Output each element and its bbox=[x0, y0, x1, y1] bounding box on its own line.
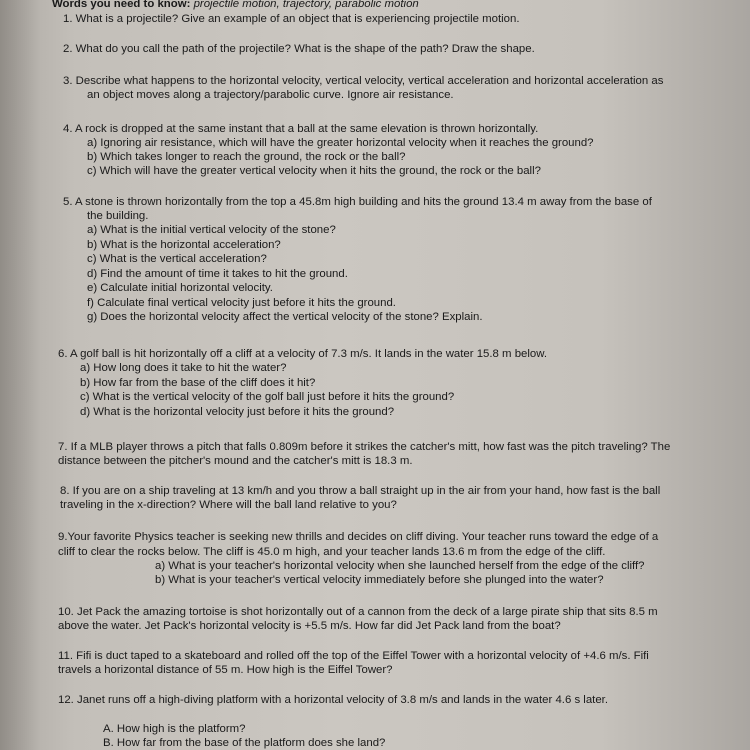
question-line: 1. What is a projectile? Give an example of an object that is experiencing projectile motion. bbox=[63, 13, 520, 25]
question-line: b) What is your teacher's vertical velocity immediately before she plunged into the water? bbox=[155, 574, 604, 586]
question-line: d) Find the amount of time it takes to hit the ground. bbox=[87, 268, 348, 280]
question-line: e) Calculate initial horizontal velocity. bbox=[87, 282, 273, 294]
question-line: 5. A stone is thrown horizontally from the top a 45.8m high building and hits the ground 13.4 m away from the base of bbox=[63, 196, 652, 208]
question-line: a) What is your teacher's horizontal velocity when she launched herself from the edge of the cliff? bbox=[155, 560, 645, 572]
question-line: distance between the pitcher's mound and the catcher's mitt is 18.3 m. bbox=[58, 455, 413, 467]
question-line: c) Which will have the greater vertical velocity when it hits the ground, the rock or the ball? bbox=[87, 165, 541, 177]
question-line: b) What is the horizontal acceleration? bbox=[87, 239, 281, 251]
question-line: c) What is the vertical acceleration? bbox=[87, 253, 267, 265]
question-line: 2. What do you call the path of the projectile? What is the shape of the path? Draw the shape. bbox=[63, 43, 535, 55]
question-line: 7. If a MLB player throws a pitch that falls 0.809m before it strikes the catcher's mitt, how fast was the pitch traveling? The bbox=[58, 441, 671, 453]
question-line: 11. Fifi is duct taped to a skateboard and rolled off the top of the Eiffel Tower with a horizontal velocity of +4.6 m/s. Fifi bbox=[58, 650, 649, 662]
question-line: 8. If you are on a ship traveling at 13 km/h and you throw a ball straight up in the air from your hand, how fast is the ball bbox=[60, 485, 661, 497]
question-line: 12. Janet runs off a high-diving platform with a horizontal velocity of 3.8 m/s and lands in the water 4.6 s later. bbox=[58, 694, 609, 706]
vocabulary-terms: projectile motion, trajectory, parabolic motion bbox=[193, 0, 419, 10]
question-line: 10. Jet Pack the amazing tortoise is shot horizontally out of a cannon from the deck of a large pirate ship that sits 8.5 m bbox=[58, 606, 658, 618]
question-line: b) How far from the base of the cliff does it hit? bbox=[80, 377, 316, 389]
page-shadow bbox=[0, 0, 40, 750]
question-line: B. How far from the base of the platform does she land? bbox=[103, 737, 386, 749]
question-line: 9.Your favorite Physics teacher is seeking new thrills and decides on cliff diving. Your teacher runs toward the edge of a bbox=[58, 531, 659, 543]
question-line: above the water. Jet Pack's horizontal velocity is +5.5 m/s. How far did Jet Pack land from the boat? bbox=[58, 620, 561, 632]
question-line: traveling in the x-direction? Where will the ball land relative to you? bbox=[60, 499, 397, 511]
question-line: an object moves along a trajectory/parabolic curve. Ignore air resistance. bbox=[87, 89, 454, 101]
question-line: g) Does the horizontal velocity affect the vertical velocity of the stone? Explain. bbox=[87, 311, 483, 323]
vocabulary-header bbox=[52, 0, 419, 11]
vocabulary-label: Words you need to know: bbox=[52, 0, 191, 10]
question-line: f) Calculate final vertical velocity just before it hits the ground. bbox=[87, 297, 396, 309]
question-line: travels a horizontal distance of 55 m. How high is the Eiffel Tower? bbox=[58, 664, 393, 676]
question-line: a) How long does it take to hit the water? bbox=[80, 362, 287, 374]
question-line: A. How high is the platform? bbox=[103, 723, 246, 735]
question-line: a) Ignoring air resistance, which will have the greater horizontal velocity when it reaches the ground? bbox=[87, 137, 594, 149]
question-line: 6. A golf ball is hit horizontally off a cliff at a velocity of 7.3 m/s. It lands in the water 15.8 m below. bbox=[58, 348, 548, 360]
question-line: cliff to clear the rocks below. The cliff is 45.0 m high, and your teacher lands 13.6 m from the edge of the cliff. bbox=[58, 546, 606, 558]
question-line: the building. bbox=[87, 210, 149, 222]
question-line: c) What is the vertical velocity of the golf ball just before it hits the ground? bbox=[80, 391, 455, 403]
question-line: 3. Describe what happens to the horizontal velocity, vertical velocity, vertical acceleration and horizontal acceleration as bbox=[63, 75, 664, 87]
question-line: d) What is the horizontal velocity just before it hits the ground? bbox=[80, 406, 395, 418]
question-line: b) Which takes longer to reach the ground, the rock or the ball? bbox=[87, 151, 406, 163]
question-line: 4. A rock is dropped at the same instant that a ball at the same elevation is thrown horizontally. bbox=[63, 123, 539, 135]
question-line: a) What is the initial vertical velocity of the stone? bbox=[87, 224, 336, 236]
